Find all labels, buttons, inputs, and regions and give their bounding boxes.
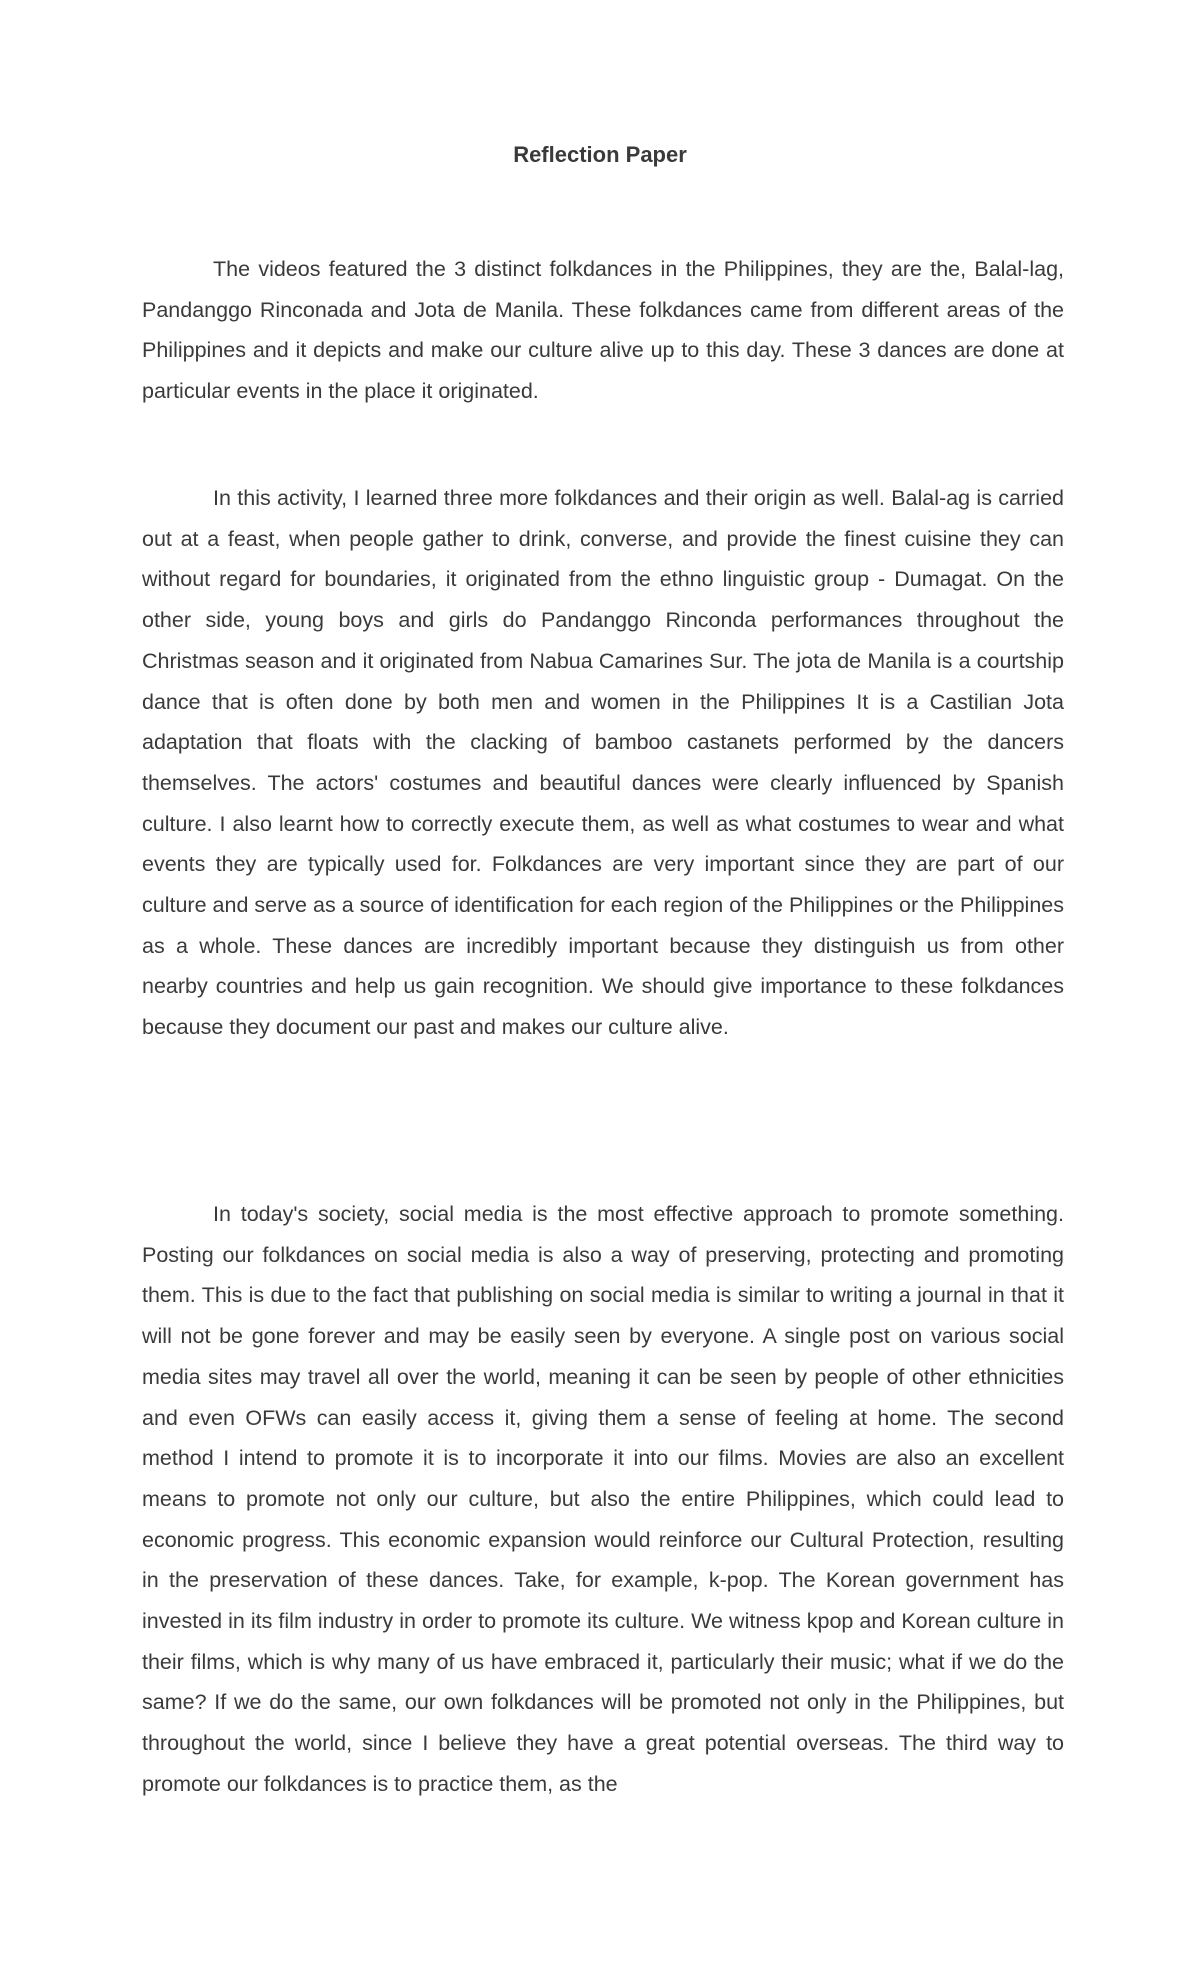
document-title: Reflection Paper xyxy=(513,142,687,167)
paragraph-intro: The videos featured the 3 distinct folkdances in the Philippines, they are the, Balal-lag, Pandanggo Rinconada and Jota de Manila. These folkdances came from different areas of the Philippines and it depicts and make our culture alive up to this day. These 3 dances are done at particular events in the place it originated. xyxy=(142,257,1064,404)
paragraph-promotion: In today's society, social media is the most effective approach to promote something. Posting our folkdances on social media is also a way of preserving, protecting and promoting them. This is due to the fact that publishing on social media is similar to writing a journal in that it will not be gone forever and may be easily seen by everyone. A single post on various social media sites may travel all over the world, meaning it can be seen by people of other ethnicities and even OFWs can easily access it, giving them a sense of feeling at home. The second method I intend to promote it is to incorporate it into our films. Movies are also an excellent means to promote not only our culture, but also the entire Philippines, which could lead to economic progress. This economic expansion would reinforce our Cultural Protection, resulting in the preservation of these dances. Take, for example, k-pop. The Korean government has invested in its film industry in order to promote its culture. We witness kpop and Korean culture in their films, which is why many of us have embraced it, particularly their music; what if we do the same? If we do the same, our own folkdances will be promoted not only in the Philippines, but throughout the world, since I believe they have a great potential overseas. The third way to promote our folkdances is to practice them, as the xyxy=(142,1202,1064,1796)
paragraph-folkdance-origins: In this activity, I learned three more folkdances and their origin as well. Balal-ag is carried out at a feast, when people gather to drink, converse, and provide the finest cuisine they can without regard for boundaries, it originated from the ethno linguistic group - Dumagat. On the other side, young boys and girls do Pandanggo Rinconda performances throughout the Christmas season and it originated from Nabua Camarines Sur. The jota de Manila is a courtship dance that is often done by both men and women in the Philippines It is a Castilian Jota adaptation that floats with the clacking of bamboo castanets performed by the dancers themselves. The actors' costumes and beautiful dances were clearly influenced by Spanish culture. I also learnt how to correctly execute them, as well as what costumes to wear and what events they are typically used for. Folkdances are very important since they are part of our culture and serve as a source of identification for each region of the Philippines or the Philippines as a whole. These dances are incredibly important because they distinguish us from other nearby countries and help us gain recognition. We should give importance to these folkdances because they document our past and makes our culture alive. xyxy=(142,486,1064,1040)
